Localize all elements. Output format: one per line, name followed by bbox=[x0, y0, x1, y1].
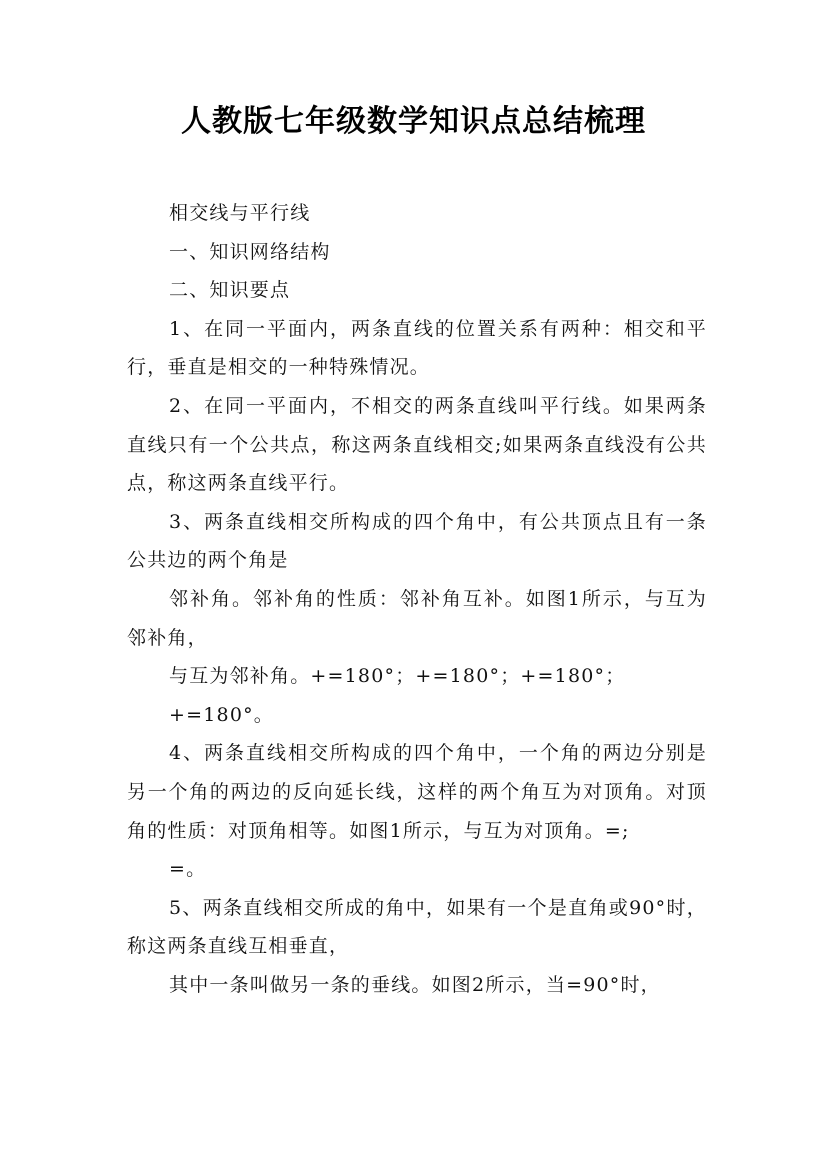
subheading-key-points: 二、知识要点 bbox=[169, 279, 291, 302]
point-1-paragraph: 1、在同一平面内，两条直线的位置关系有两种：相交和平行，垂直是相交的一种特殊情况。 bbox=[127, 317, 707, 379]
adjacent-angle-paragraph: 邻补角。邻补角的性质：邻补角互补。如图1所示，与互为邻补角， bbox=[127, 587, 707, 649]
perpendicular-paragraph: 其中一条叫做另一条的垂线。如图2所示，当=90°时， bbox=[169, 973, 661, 996]
vertical-angle-equality: =。 bbox=[169, 858, 207, 881]
document-title: 人教版七年级数学知识点总结梳理 bbox=[181, 104, 646, 139]
adjacent-angle-sum-continued: +=180°。 bbox=[169, 703, 275, 726]
point-5-paragraph: 5、两条直线相交所成的角中，如果有一个是直角或90°时，称这两条直线互相垂直， bbox=[127, 896, 707, 958]
point-2-paragraph: 2、在同一平面内，不相交的两条直线叫平行线。如果两条直线只有一个公共点，称这两条直线相交;如果两条直线没有公共点，称这两条直线平行。 bbox=[127, 394, 707, 495]
document-body bbox=[127, 194, 707, 1004]
point-4-paragraph: 4、两条直线相交所构成的四个角中，一个角的两边分别是另一个角的两边的反向延长线，这样的两个角互为对顶角。对顶角的性质：对顶角相等。如图1所示，与互为对顶角。=; bbox=[127, 742, 707, 842]
adjacent-angle-sum-paragraph: 与互为邻补角。+=180°；+=180°；+=180°； bbox=[169, 665, 626, 688]
point-3-paragraph: 3、两条直线相交所构成的四个角中，有公共顶点且有一条公共边的两个角是 bbox=[127, 510, 707, 572]
section-heading: 相交线与平行线 bbox=[169, 202, 311, 224]
subheading-knowledge-network: 一、知识网络结构 bbox=[169, 240, 331, 263]
